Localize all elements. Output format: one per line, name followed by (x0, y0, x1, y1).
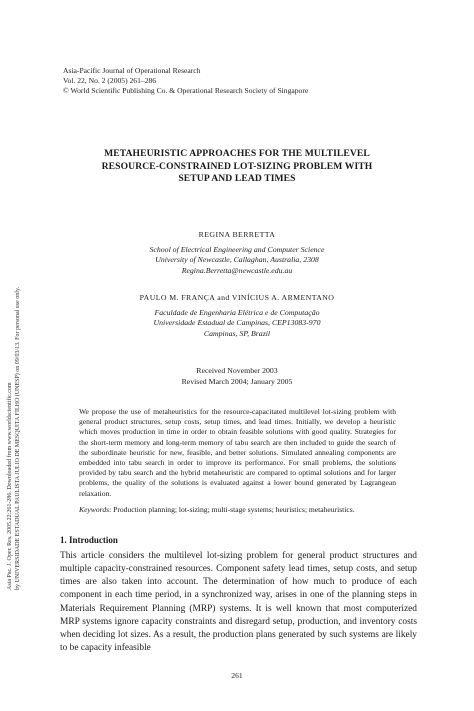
download-notice-line-2: by UNIVERSIDADE ESTADUAL PAULISTA JULIO DE MESQUITA FILHO (UNESP) on 09/03/13. For personal use only. (15, 286, 22, 590)
dates-block (60, 366, 414, 387)
intro-paragraph: This article considers the multilevel lot-sizing problem for general product structures and multiple capacity-constrained resources. Component safety lead times, setup costs, and setup times are also taken into account. The determination of how much to produce of each component in each time period, in a synchronized way, arises in one of the planning steps in Materials Requirement Planning (MRP) systems. It is well known that most computerized MRP systems ignore capacity constraints and disregard setup, production, and inventory costs when deciding lot sizes. As a result, the production plans generated by such systems are likely to be capacity infeasible (60, 551, 417, 654)
abstract-text: We propose the use of metaheuristics for the resource-capacitated multilevel lot-sizing problem with general product structures, setup costs, setup times, and lead times. Initially, we develop a heuristic which moves production in time in order to obtain feasible solutions with good quality. Strategies for the short-term memory and long-term memory of tabu search are then included to guide the search of the subordinate heuristic for new, feasible, and better solutions. Simulated annealing components are embedded into tabu search in order to improve its performance. For small problems, the solutions provided by tabu search and the hybrid metaheuristic are compared to optimal solutions and for larger problems, the quality of the solutions is evaluated against a lower bound generated by Lagrangean relaxation. (79, 407, 396, 498)
received-date: Received November 2003 (196, 366, 278, 375)
journal-copyright: © World Scientific Publishing Co. & Operational Research Society of Singapore (63, 86, 309, 95)
author-1-name: REGINA BERRETTA (198, 230, 276, 239)
paper-title-line-1: METAHEURISTIC APPROACHES FOR THE MULTILEVEL (104, 148, 370, 159)
page-number: 261 (231, 671, 243, 680)
paper-title-line-2: RESOURCE-CONSTRAINED LOT-SIZING PROBLEM WITH (101, 160, 373, 172)
section-heading: 1. Introduction (60, 535, 118, 545)
author-2-affiliation-3: Campinas, SP, Brazil (203, 328, 271, 338)
author-1-affiliation-1: School of Electrical Engineering and Computer Science (149, 244, 325, 254)
download-notice (2, 120, 32, 590)
journal-header (63, 66, 403, 96)
author-2 (60, 293, 414, 339)
author-2-affiliation-1: Faculdade de Engenharia Elétrica e de Computação (154, 307, 320, 317)
paper-title-line-3: SETUP AND LEAD TIMES (178, 173, 296, 185)
author-1 (60, 230, 414, 276)
keywords-label: Keywords (79, 504, 110, 514)
abstract (79, 407, 396, 515)
author-1-affiliation-2: University of Newcastle, Callaghan, Australia, 2308 (155, 255, 319, 264)
author-1-email: Regina.Berretta@newcastle.edu.au (181, 265, 293, 275)
revised-date: Revised March 2004; January 2005 (181, 376, 293, 386)
keywords-list: : Production planning; lot-sizing; multi-stage systems; heuristics; metaheuristics. (109, 504, 355, 514)
author-2-name: PAULO M. FRANÇA and VINÍCIUS A. ARMENTANO (139, 293, 335, 302)
keywords (79, 505, 396, 515)
journal-name: Asia-Pacific Journal of Operational Research (63, 66, 201, 75)
journal-volume: Vol. 22, No. 2 (2005) 261–286 (63, 76, 157, 85)
paper-title (60, 148, 414, 186)
author-2-affiliation-2: Universidade Estadual de Campinas, CEP13083-970 (153, 318, 321, 327)
download-notice-line-1: Asia Pac. J. Oper. Res. 2005.22:261-286. Downloaded from www.worldscientific.com (7, 382, 13, 590)
body-text (60, 550, 417, 655)
